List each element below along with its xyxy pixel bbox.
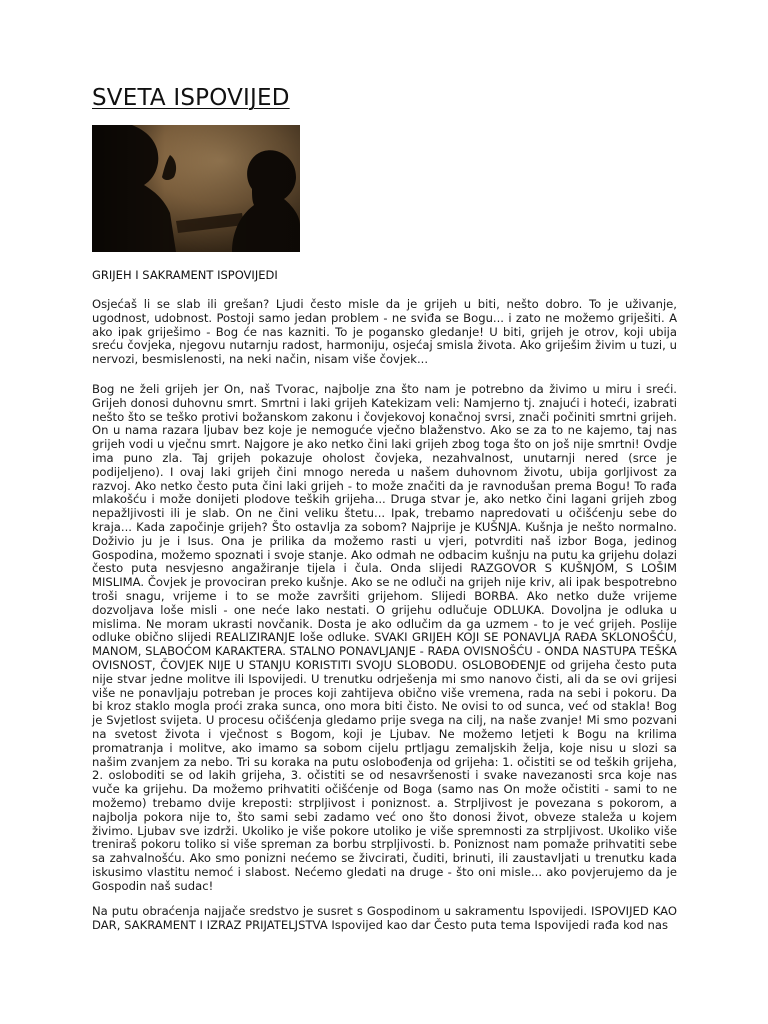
- page-title: SVETA ISPOVIJED: [92, 85, 290, 111]
- section-heading: GRIJEH I SAKRAMENT ISPOVIJEDI: [92, 268, 278, 282]
- paragraph-main: Bog ne želi grijeh jer On, naš Tvorac, najbolje zna što nam je potrebno da živimo u miru i sreći. Grijeh donosi duhovnu smrt. Smrtni i laki grijeh Katekizam veli: Namjerno tj. znajući i hoteći, izabrati nešto što se teško protivi božanskom zakonu i čovjekovoj konačnoj svrsi, znači počiniti smrtni grijeh. On u nama razara ljubav bez koje je nemoguće vječno blaženstvo. Ako se za to ne kajemo, taj nas grijeh vodi u vječnu smrt. Najgore je ako netko čini laki grijeh zbog toga što on još nije smrtni! Ovdje ima puno zla. Taj grijeh pokazuje oholost čovjeka, nezahvalnost, unutarnji nered (srce je podijeljeno). I ovaj laki grijeh čini mnogo nereda u našem duhovnom životu, ubija gorljivost za razvoj. Ako netko često puta čini laki grijeh - to može značiti da je ravnodušan prema Bogu! To rađa mlakošću i može donijeti plodove teških grijeha... Druga stvar je, ako netko čini lagani grijeh zbog nepažljivosti ili je slab. On ne čini veliku štetu... Ipak, trebamo napredovati u očišćenju sebe do kraja... Kada započinje grijeh? Što ostavlja za sobom? Najprije je KUŠNJA. Kušnja je nešto normalno. Doživio ju je i Isus. Ona je prilika da možemo rasti u vjeri, potvrditi naš izbor Boga, jedinog Gospodina, možemo spoznati i svoje stanje. Ako odmah ne odbacim kušnju na putu ka grijehu dolazi često puta nesvjesno angažiranje tijela i čula. Onda slijedi RAZGOVOR S KUŠNJOM, S LOŠIM MISLIMA. Čovjek je provociran preko kušnje. Ako se ne odluči na grijeh nije kriv, ali ipak bespotrebno troši snagu, vrijeme i to se može završiti grijehom. Slijedi BORBA. Ako netko duže vrijeme dozvoljava loše misli - one neće lako nestati. O grijehu odlučuje ODLUKA. Dovoljna je odluka u mislima. Ne moram ukrasti novčanik. Dosta je ako odlučim da ga uzmem - to je već grijeh. Poslije odluke obično slijedi REALIZIRANJE loše odluke. SVAKI GRIJEH KOJI SE PONAVLJA RAĐA SKLONOŠĆU, MANOM, SLABOĆOM KARAKTERA. STALNO PONAVLJANJE - RAĐA OVISNOŠĆU - ONDA NASTUPA TEŠKA OVISNOST, ČOVJEK NIJE U STANJU KORISTITI SVOJU SLOBODU. OSLOBOĐENJE od grijeha često puta nije stvar jedne molitve ili Ispovijedi. U trenutku odrješenja mi smo nanovo čisti, ali da se ovi grijesi više ne ponavljaju potreban je proces koji zahtijeva obično više vremena, rada na sebi i pokoru. Da bi kroz staklo mogla proći zraka sunca, ono mora biti čisto. Ne ovisi to od sunca, već od stakla! Bog je Svjetlost svijeta. U procesu očišćenja gledamo prije svega na cilj, na naše zvanje! Mi smo pozvani na svetost života i vječnost s Bogom, koji je Ljubav. Ne možemo letjeti k Bogu na krilima promatranja i molitve, ako imamo sa sobom cijelu prtljagu zemaljskih želja, koje nisu u slozi sa našim zvanjem za nebo. Tri su koraka na putu oslobođenja od grijeha: 1. očistiti se od teških grijeha, 2. osloboditi se od lakih grijeha, 3. očistiti se od nesavršenosti i svake navezanosti srca koje nas vuče ka grijehu. Da možemo prihvatiti očišćenje od Boga (samo nas On može očistiti - sami to ne možemo) trebamo dvije kreposti: strpljivost i poniznost. a. Strpljivost je povezana s pokorom, a najbolja pokora nije to, što sami sebi zadamo već ono što donosi život, obveze staleža u kojem živimo. Ljubav sve izdrži. Ukoliko je više pokore utoliko je više spremnosti za strpljivost. Ukoliko više treniraš pokoru toliko si više spreman za borbu strpljivosti. b. Poniznost nam pomaže prihvatiti sebe sa zahvalnošću. Ako smo ponizni nećemo se živcirati, čuditi, brinuti, ili zaustavljati u trenutku kada iskusimo vlastitu nemoć i slabost. Nećemo gledati na druge - što oni misle... ako povjerujemo da je Gospodin naš sudac!: [92, 382, 677, 893]
- paragraph-intro: Osjećaš li se slab ili grešan? Ljudi često misle da je grijeh u biti, nešto dobro. To je uživanje, ugodnost, udobnost. Postoji samo jedan problem - ne sviđa se Bogu... i zato ne možemo griješiti. A ako ipak griješimo - Bog će nas kazniti. To je pogansko gledanje! U biti, grijeh je otrov, koji ubija sreću čovjeka, njegovu nutarnju radost, harmoniju, osjećaj smisla života. Ako griješim živim u tuzi, u nervozi, besmislenosti, na neki način, nisam više čovjek...: [92, 297, 677, 367]
- paragraph-confession: Na putu obraćenja najjače sredstvo je susret s Gospodinom u sakramentu Ispovijedi. ISPOVIJED KAO DAR, SAKRAMENT I IZRAZ PRIJATELJSTVA Ispovijed kao dar Često puta tema Ispovijedi rađa kod nas: [92, 904, 677, 932]
- confession-photo: [92, 125, 300, 252]
